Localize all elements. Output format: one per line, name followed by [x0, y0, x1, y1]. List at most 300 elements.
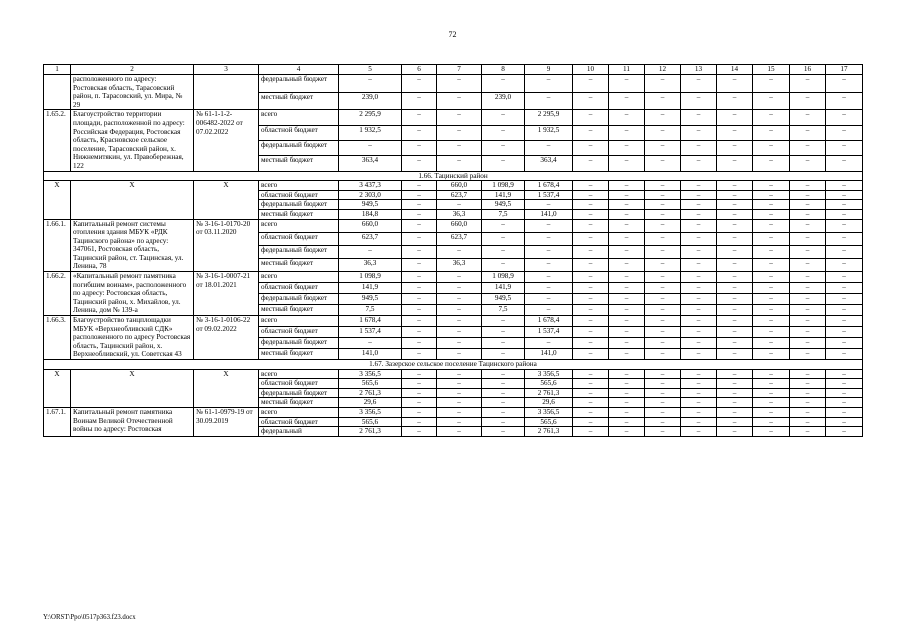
value-cell: –: [645, 75, 681, 93]
table-row: [44, 219, 863, 232]
value-cell: –: [573, 209, 609, 219]
item-number: 1.66.2.: [44, 272, 71, 316]
footer-file-path: Y:\ORST\Ppo\0517p363.f23.docx: [43, 614, 136, 621]
value-cell: –: [573, 110, 609, 125]
value-cell: –: [753, 272, 790, 283]
value-cell: 1 098,9: [482, 272, 525, 283]
value-cell: –: [573, 200, 609, 210]
value-cell: –: [525, 219, 573, 232]
value-cell: –: [573, 338, 609, 349]
budget-source: местный бюджет: [259, 258, 339, 271]
value-cell: –: [609, 427, 645, 437]
value-cell: –: [402, 75, 437, 93]
value-cell: –: [609, 305, 645, 316]
budget-source: федеральный бюджет: [259, 140, 339, 155]
value-cell: –: [790, 258, 826, 271]
value-cell: –: [609, 348, 645, 359]
value-cell: 949,5: [339, 294, 402, 305]
value-cell: –: [753, 316, 790, 327]
value-cell: 949,5: [339, 200, 402, 210]
value-cell: –: [645, 200, 681, 210]
value-cell: –: [753, 407, 790, 417]
column-header: 15: [753, 65, 790, 75]
item-name: Благоустройство танцплощадки МБУК «Верхнеобливский СДК» расположенного по адресу Ростовская область, Тацинский район, х. Верхнеобливский, ул. Советская 43: [71, 316, 194, 360]
value-cell: –: [437, 125, 482, 140]
value-cell: 623,7: [339, 232, 402, 245]
value-cell: –: [645, 407, 681, 417]
value-cell: –: [753, 427, 790, 437]
value-cell: 7,5: [482, 209, 525, 219]
value-cell: –: [717, 388, 753, 398]
value-cell: –: [790, 327, 826, 338]
value-cell: –: [482, 369, 525, 379]
value-cell: –: [790, 388, 826, 398]
page-number: 72: [448, 30, 457, 39]
value-cell: –: [437, 140, 482, 155]
value-cell: –: [717, 125, 753, 140]
value-cell: –: [826, 140, 863, 155]
value-cell: –: [753, 369, 790, 379]
value-cell: –: [645, 245, 681, 258]
value-cell: –: [525, 338, 573, 349]
value-cell: –: [437, 407, 482, 417]
value-cell: –: [645, 92, 681, 110]
value-cell: –: [753, 348, 790, 359]
item-number: Х: [44, 369, 71, 407]
value-cell: –: [753, 181, 790, 191]
value-cell: –: [753, 200, 790, 210]
value-cell: –: [681, 316, 717, 327]
value-cell: –: [573, 140, 609, 155]
table-row: [44, 75, 863, 93]
value-cell: –: [573, 245, 609, 258]
value-cell: –: [573, 369, 609, 379]
value-cell: –: [437, 283, 482, 294]
value-cell: –: [402, 125, 437, 140]
value-cell: –: [826, 190, 863, 200]
value-cell: –: [437, 156, 482, 171]
value-cell: –: [826, 338, 863, 349]
value-cell: –: [482, 338, 525, 349]
value-cell: 2 295,9: [525, 110, 573, 125]
value-cell: –: [790, 200, 826, 210]
value-cell: –: [525, 75, 573, 93]
value-cell: –: [753, 125, 790, 140]
value-cell: –: [339, 140, 402, 155]
value-cell: –: [573, 294, 609, 305]
value-cell: –: [525, 140, 573, 155]
table-row: [44, 369, 863, 379]
value-cell: –: [681, 283, 717, 294]
value-cell: –: [753, 140, 790, 155]
value-cell: –: [645, 348, 681, 359]
value-cell: –: [402, 140, 437, 155]
value-cell: –: [339, 338, 402, 349]
value-cell: –: [437, 245, 482, 258]
value-cell: –: [609, 219, 645, 232]
value-cell: –: [753, 92, 790, 110]
value-cell: –: [790, 398, 826, 408]
value-cell: 1 537,4: [339, 327, 402, 338]
value-cell: –: [826, 398, 863, 408]
value-cell: –: [681, 190, 717, 200]
value-cell: –: [482, 245, 525, 258]
value-cell: –: [525, 200, 573, 210]
value-cell: –: [753, 245, 790, 258]
value-cell: –: [609, 75, 645, 93]
budget-source: федеральный: [259, 427, 339, 437]
item-name: Благоустройство территории площади, расположенной по адресу: Российская Федерация, Ростовская область, Красновское сельское поселение, Тарасовский район, х. Нижнемитякин, ул. Правобережная, 122: [71, 110, 194, 171]
value-cell: –: [826, 75, 863, 93]
value-cell: –: [402, 338, 437, 349]
value-cell: 2 761,3: [339, 388, 402, 398]
value-cell: –: [826, 156, 863, 171]
value-cell: –: [790, 417, 826, 427]
value-cell: –: [402, 388, 437, 398]
value-cell: 2 761,3: [339, 427, 402, 437]
value-cell: 29,6: [525, 398, 573, 408]
value-cell: –: [717, 219, 753, 232]
value-cell: –: [826, 110, 863, 125]
value-cell: –: [826, 388, 863, 398]
value-cell: –: [717, 232, 753, 245]
value-cell: –: [573, 125, 609, 140]
value-cell: 2 761,3: [525, 427, 573, 437]
value-cell: –: [717, 272, 753, 283]
value-cell: –: [609, 181, 645, 191]
column-header: 2: [71, 65, 194, 75]
value-cell: –: [717, 283, 753, 294]
value-cell: –: [402, 294, 437, 305]
value-cell: –: [437, 316, 482, 327]
value-cell: –: [645, 427, 681, 437]
value-cell: 7,5: [339, 305, 402, 316]
value-cell: –: [437, 369, 482, 379]
column-header: 17: [826, 65, 863, 75]
value-cell: –: [717, 258, 753, 271]
value-cell: –: [790, 283, 826, 294]
value-cell: –: [482, 427, 525, 437]
budget-source: областной бюджет: [259, 125, 339, 140]
value-cell: –: [790, 272, 826, 283]
value-cell: –: [573, 327, 609, 338]
column-header: 12: [645, 65, 681, 75]
value-cell: –: [482, 327, 525, 338]
value-cell: 1 537,4: [525, 327, 573, 338]
value-cell: –: [437, 110, 482, 125]
value-cell: –: [681, 379, 717, 389]
budget-source: всего: [259, 272, 339, 283]
section-row: [44, 171, 863, 181]
item-name: Капитальный ремонт системы отопления здания МБУК «РДК Тацинского района» по адресу: 347061, Ростовская область, Тацинский район, ст. Тацинская, ул. Ленина, 78: [71, 219, 194, 272]
value-cell: –: [609, 140, 645, 155]
value-cell: –: [482, 219, 525, 232]
value-cell: –: [717, 427, 753, 437]
value-cell: 2 295,9: [339, 110, 402, 125]
value-cell: –: [826, 209, 863, 219]
value-cell: –: [753, 156, 790, 171]
value-cell: –: [681, 200, 717, 210]
value-cell: –: [525, 258, 573, 271]
value-cell: –: [525, 232, 573, 245]
value-cell: 363,4: [525, 156, 573, 171]
value-cell: –: [753, 398, 790, 408]
value-cell: 1 932,5: [339, 125, 402, 140]
value-cell: –: [482, 75, 525, 93]
value-cell: –: [645, 379, 681, 389]
value-cell: –: [437, 92, 482, 110]
column-header: 9: [525, 65, 573, 75]
value-cell: –: [609, 272, 645, 283]
value-cell: –: [402, 407, 437, 417]
value-cell: –: [402, 181, 437, 191]
value-cell: –: [753, 219, 790, 232]
value-cell: –: [645, 327, 681, 338]
value-cell: –: [609, 283, 645, 294]
value-cell: –: [645, 305, 681, 316]
value-cell: 1 678,4: [525, 181, 573, 191]
value-cell: –: [826, 92, 863, 110]
value-cell: –: [717, 294, 753, 305]
value-cell: –: [717, 348, 753, 359]
value-cell: –: [609, 125, 645, 140]
value-cell: 565,6: [525, 417, 573, 427]
value-cell: –: [609, 398, 645, 408]
value-cell: –: [525, 294, 573, 305]
value-cell: –: [645, 209, 681, 219]
value-cell: –: [645, 110, 681, 125]
column-header: 10: [573, 65, 609, 75]
item-number: 1.65.2.: [44, 110, 71, 171]
value-cell: 623,7: [437, 232, 482, 245]
value-cell: 1 098,9: [482, 181, 525, 191]
value-cell: –: [681, 338, 717, 349]
value-cell: –: [753, 190, 790, 200]
budget-source: местный бюджет: [259, 92, 339, 110]
value-cell: –: [437, 348, 482, 359]
value-cell: –: [753, 258, 790, 271]
value-cell: –: [681, 110, 717, 125]
value-cell: –: [437, 200, 482, 210]
value-cell: 1 098,9: [339, 272, 402, 283]
value-cell: –: [681, 294, 717, 305]
item-document: № 3-16-1-0106-22 от 09.02.2022: [194, 316, 259, 360]
budget-source: всего: [259, 219, 339, 232]
value-cell: –: [717, 369, 753, 379]
column-header: 11: [609, 65, 645, 75]
value-cell: –: [437, 338, 482, 349]
value-cell: –: [525, 272, 573, 283]
value-cell: 2 761,3: [525, 388, 573, 398]
column-header: 13: [681, 65, 717, 75]
value-cell: –: [437, 305, 482, 316]
value-cell: 660,0: [339, 219, 402, 232]
value-cell: –: [717, 92, 753, 110]
value-cell: –: [573, 232, 609, 245]
value-cell: –: [609, 200, 645, 210]
value-cell: –: [681, 140, 717, 155]
value-cell: –: [681, 327, 717, 338]
column-header: 6: [402, 65, 437, 75]
value-cell: –: [573, 398, 609, 408]
value-cell: –: [402, 200, 437, 210]
value-cell: –: [717, 327, 753, 338]
value-cell: 141,9: [339, 283, 402, 294]
value-cell: 141,9: [482, 190, 525, 200]
value-cell: –: [573, 75, 609, 93]
item-name: Х: [71, 181, 194, 219]
budget-source: местный бюджет: [259, 348, 339, 359]
value-cell: 3 437,3: [339, 181, 402, 191]
value-cell: –: [826, 200, 863, 210]
value-cell: –: [402, 327, 437, 338]
value-cell: –: [482, 232, 525, 245]
column-header: 1: [44, 65, 71, 75]
budget-source: местный бюджет: [259, 305, 339, 316]
value-cell: –: [790, 156, 826, 171]
value-cell: –: [609, 156, 645, 171]
budget-source: областной бюджет: [259, 379, 339, 389]
budget-source: всего: [259, 316, 339, 327]
value-cell: –: [482, 398, 525, 408]
value-cell: –: [645, 258, 681, 271]
value-cell: –: [402, 283, 437, 294]
value-cell: 660,0: [437, 219, 482, 232]
value-cell: –: [790, 379, 826, 389]
value-cell: –: [402, 379, 437, 389]
value-cell: –: [573, 417, 609, 427]
value-cell: –: [609, 190, 645, 200]
item-number: 1.66.3.: [44, 316, 71, 360]
value-cell: –: [717, 417, 753, 427]
value-cell: –: [339, 75, 402, 93]
value-cell: –: [717, 181, 753, 191]
value-cell: –: [681, 407, 717, 417]
value-cell: –: [681, 125, 717, 140]
value-cell: –: [609, 327, 645, 338]
table-row: [44, 110, 863, 125]
value-cell: –: [645, 294, 681, 305]
value-cell: 660,0: [437, 181, 482, 191]
budget-source: всего: [259, 181, 339, 191]
value-cell: –: [573, 348, 609, 359]
value-cell: 7,5: [482, 305, 525, 316]
value-cell: –: [402, 219, 437, 232]
value-cell: –: [753, 209, 790, 219]
budget-source: федеральный бюджет: [259, 200, 339, 210]
column-header: 16: [790, 65, 826, 75]
value-cell: –: [826, 316, 863, 327]
value-cell: 36,3: [339, 258, 402, 271]
value-cell: –: [525, 305, 573, 316]
budget-source: местный бюджет: [259, 156, 339, 171]
item-number: 1.66.1.: [44, 219, 71, 272]
value-cell: –: [645, 316, 681, 327]
value-cell: –: [681, 75, 717, 93]
value-cell: –: [681, 417, 717, 427]
value-cell: –: [681, 245, 717, 258]
value-cell: –: [826, 283, 863, 294]
value-cell: –: [402, 348, 437, 359]
budget-source: федеральный бюджет: [259, 388, 339, 398]
column-header: 14: [717, 65, 753, 75]
value-cell: 1 678,4: [525, 316, 573, 327]
value-cell: –: [681, 92, 717, 110]
value-cell: –: [790, 369, 826, 379]
value-cell: 141,0: [525, 209, 573, 219]
value-cell: –: [402, 232, 437, 245]
value-cell: –: [609, 316, 645, 327]
value-cell: –: [609, 232, 645, 245]
value-cell: 949,5: [482, 200, 525, 210]
value-cell: –: [645, 219, 681, 232]
value-cell: –: [645, 125, 681, 140]
value-cell: –: [717, 398, 753, 408]
value-cell: –: [790, 190, 826, 200]
value-cell: 565,6: [339, 379, 402, 389]
value-cell: –: [826, 305, 863, 316]
value-cell: –: [681, 272, 717, 283]
funding-table: [43, 64, 863, 437]
table-row: [44, 316, 863, 327]
value-cell: 239,0: [482, 92, 525, 110]
value-cell: –: [609, 110, 645, 125]
value-cell: –: [402, 305, 437, 316]
item-document: № 61-1-0979-19 от 30.09.2019: [194, 407, 259, 436]
budget-source: федеральный бюджет: [259, 245, 339, 258]
value-cell: –: [790, 110, 826, 125]
item-number: Х: [44, 181, 71, 219]
value-cell: –: [645, 283, 681, 294]
value-cell: –: [573, 272, 609, 283]
value-cell: –: [573, 190, 609, 200]
value-cell: –: [717, 110, 753, 125]
value-cell: –: [609, 388, 645, 398]
item-number: [44, 75, 71, 110]
value-cell: –: [645, 232, 681, 245]
value-cell: –: [681, 427, 717, 437]
value-cell: –: [790, 209, 826, 219]
value-cell: –: [681, 156, 717, 171]
value-cell: 3 356,5: [525, 407, 573, 417]
value-cell: –: [609, 369, 645, 379]
value-cell: –: [609, 294, 645, 305]
value-cell: –: [753, 305, 790, 316]
item-document: [194, 75, 259, 110]
value-cell: –: [681, 388, 717, 398]
value-cell: –: [573, 156, 609, 171]
value-cell: 239,0: [339, 92, 402, 110]
value-cell: –: [573, 407, 609, 417]
value-cell: 1 678,4: [339, 316, 402, 327]
value-cell: –: [681, 209, 717, 219]
budget-source: федеральный бюджет: [259, 338, 339, 349]
value-cell: –: [402, 190, 437, 200]
value-cell: 623,7: [437, 190, 482, 200]
value-cell: –: [790, 181, 826, 191]
value-cell: –: [826, 407, 863, 417]
value-cell: –: [826, 125, 863, 140]
value-cell: –: [645, 417, 681, 427]
value-cell: –: [717, 316, 753, 327]
value-cell: –: [645, 272, 681, 283]
value-cell: –: [437, 327, 482, 338]
value-cell: 949,5: [482, 294, 525, 305]
value-cell: –: [753, 417, 790, 427]
value-cell: –: [717, 209, 753, 219]
item-name: расположенного по адресу: Ростовская область, Тарасовский район, п. Тарасовский, ул. Мира, № 29: [71, 75, 194, 110]
value-cell: –: [717, 245, 753, 258]
